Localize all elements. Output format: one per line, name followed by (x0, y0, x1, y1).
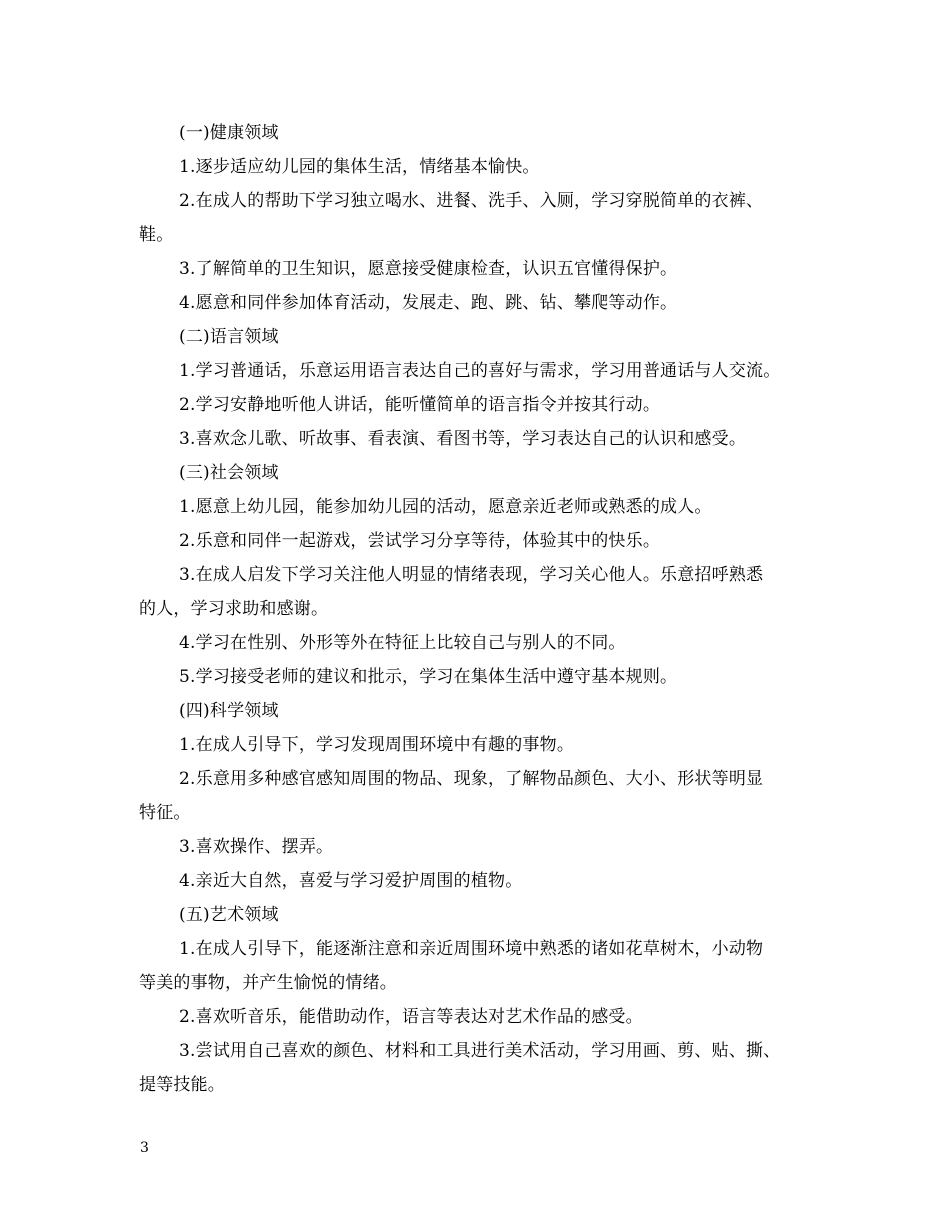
paragraph-line: 3.了解简单的卫生知识，愿意接受健康检查，认识五官懂得保护。 (179, 259, 678, 279)
paragraph-line: 1.愿意上幼儿园，能参加幼儿园的活动，愿意亲近老师或熟悉的成人。 (179, 497, 712, 517)
paragraph-line: 3.喜欢念儿歌、听故事、看表演、看图书等，学习表达自己的认识和感受。 (179, 429, 747, 449)
paragraph-line: 2.学习安静地听他人讲话，能听懂简单的语言指令并按其行动。 (179, 395, 661, 415)
paragraph-line: 1.学习普通话，乐意运用语言表达自己的喜好与需求，学习用普通话与人交流。 (179, 361, 781, 381)
paragraph-continuation: 特征。 (139, 803, 191, 823)
paragraph-line: 4.学习在性别、外形等外在特征上比较自己与别人的不同。 (179, 633, 626, 653)
paragraph-continuation: 等美的事物，并产生愉悦的情绪。 (139, 973, 397, 993)
paragraph-line: 3.尝试用自己喜欢的颜色、材料和工具进行美术活动，学习用画、剪、贴、撕、 (179, 1041, 781, 1061)
section-heading-science: (四)科学领域 (179, 701, 279, 721)
paragraph-continuation: 鞋。 (139, 225, 174, 245)
paragraph-line: 2.乐意和同伴一起游戏，尝试学习分享等待，体验其中的快乐。 (179, 531, 661, 551)
paragraph-line: 2.在成人的帮助下学习独立喝水、进餐、洗手、入厕，学习穿脱简单的衣裤、 (179, 191, 764, 211)
paragraph-line: 4.愿意和同伴参加体育活动，发展走、跑、跳、钻、攀爬等动作。 (179, 293, 678, 313)
section-heading-language: (二)语言领域 (179, 327, 279, 347)
page-number: 3 (140, 1140, 149, 1156)
paragraph-continuation: 提等技能。 (139, 1075, 225, 1095)
paragraph-line: 2.乐意用多种感官感知周围的物品、现象，了解物品颜色、大小、形状等明显 (179, 769, 764, 789)
paragraph-line: 1.在成人引导下，学习发现周围环境中有趣的事物。 (179, 735, 575, 755)
paragraph-line: 2.喜欢听音乐，能借助动作，语言等表达对艺术作品的感受。 (179, 1007, 643, 1027)
paragraph-line: 3.在成人启发下学习关注他人明显的情绪表现，学习关心他人。乐意招呼熟悉 (179, 565, 764, 585)
paragraph-line: 3.喜欢操作、摆弄。 (179, 837, 334, 857)
section-heading-social: (三)社会领域 (179, 463, 279, 483)
paragraph-line: 4.亲近大自然，喜爱与学习爱护周围的植物。 (179, 871, 523, 891)
paragraph-continuation: 的人，学习求助和感谢。 (139, 599, 329, 619)
paragraph-line: 5.学习接受老师的建议和批示，学习在集体生活中遵守基本规则。 (179, 667, 678, 687)
body-text (139, 116, 829, 1102)
paragraph-line: 1.逐步适应幼儿园的集体生活，情绪基本愉快。 (179, 157, 540, 177)
section-heading-art: (五)艺术领域 (179, 905, 279, 925)
paragraph-line: 1.在成人引导下，能逐渐注意和亲近周围环境中熟悉的诸如花草树木，小动物 (179, 939, 764, 959)
section-heading-health: (一)健康领域 (179, 123, 279, 143)
